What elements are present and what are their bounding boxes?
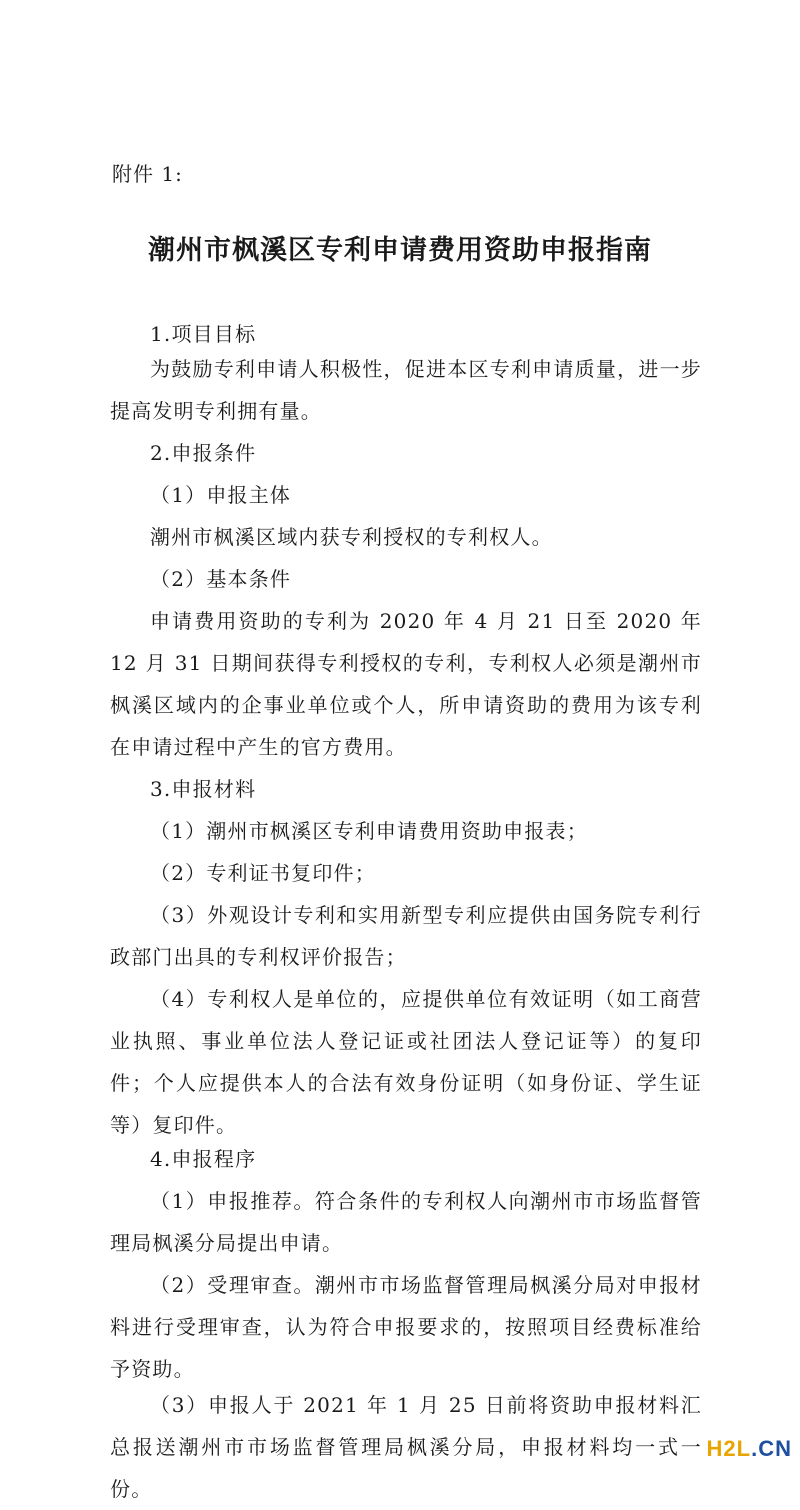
section-heading-3: 3.申报材料 (150, 777, 257, 801)
attachment-label: 附件 1: (112, 162, 183, 186)
watermark-logo (707, 1436, 792, 1462)
section-heading-2: 2.申报条件 (150, 441, 257, 465)
paragraph-applicant: 潮州市枫溪区域内获专利授权的专利权人。 (150, 525, 553, 549)
section-heading-1: 1.项目目标 (150, 322, 257, 346)
subheading-applicant: （1）申报主体 (150, 483, 292, 507)
watermark-brand-cn: .CN (751, 1436, 792, 1461)
list-item-procedure-2: （2）受理审查。潮州市市场监督管理局枫溪分局对申报材料进行受理审查，认为符合申报要求的，按照项目经费标准给予资助。 (110, 1273, 702, 1381)
watermark-brand-h: H2L (706, 1436, 752, 1461)
subheading-conditions: （2）基本条件 (150, 567, 292, 591)
list-item-procedure-1: （1）申报推荐。符合条件的专利权人向潮州市市场监督管理局枫溪分局提出申请。 (110, 1189, 702, 1255)
list-item-procedure-3: （3）申报人于 2021 年 1 月 25 日前将资助申报材料汇总报送潮州市市场监督管理局枫溪分局，申报材料均一式一份。 (110, 1393, 702, 1501)
list-item-material-4: （4）专利权人是单位的，应提供单位有效证明（如工商营业执照、事业单位法人登记证或社团法人登记证等）的复印件；个人应提供本人的合法有效身份证明（如身份证、学生证等）复印件。 (110, 987, 702, 1137)
paragraph-goal: 为鼓励专利申请人积极性，促进本区专利申请质量，进一步提高发明专利拥有量。 (110, 357, 702, 423)
list-item-material-2: （2）专利证书复印件； (150, 861, 376, 885)
list-item-material-1: （1）潮州市枫溪区专利申请费用资助申报表； (150, 819, 588, 843)
paragraph-conditions: 申请费用资助的专利为 2020 年 4 月 21 日至 2020 年 12 月 31 日期间获得专利授权的专利，专利权人必须是潮州市枫溪区域内的企事业单位或个人，所申请资助的费用为该专利在申请过程中产生的官方费用。 (110, 609, 702, 759)
document-title: 潮州市枫溪区专利申请费用资助申报指南 (148, 235, 652, 266)
section-heading-4: 4.申报程序 (150, 1147, 257, 1171)
list-item-material-3: （3）外观设计专利和实用新型专利应提供由国务院专利行政部门出具的专利权评价报告； (110, 903, 702, 969)
